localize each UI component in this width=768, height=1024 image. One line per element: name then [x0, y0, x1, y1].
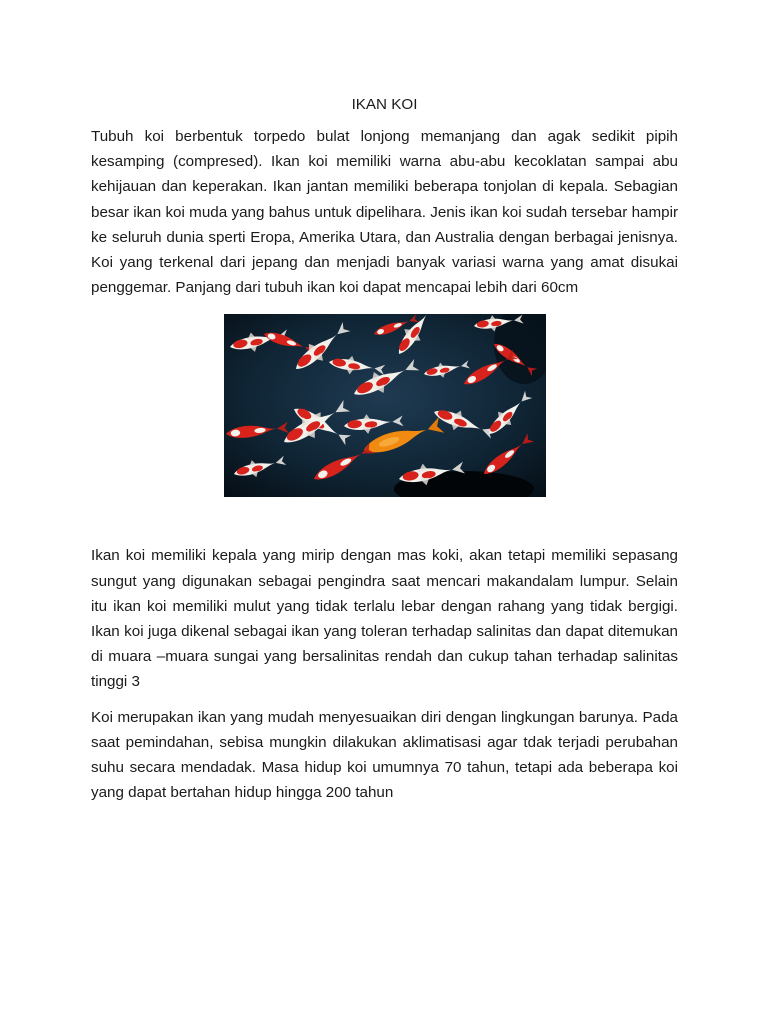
- document-page: [91, 94, 678, 805]
- paragraph-body-shape: Tubuh koi berbentuk torpedo bulat lonjong memanjang dan agak sedikit pipih kesamping (compresed). Ikan koi memiliki warna abu-abu kecoklatan sampai abu kehijauan dan keperakan. Ikan jantan memiliki beberapa tonjolan di kepala. Sebagian besar ikan koi muda yang bahus untuk dipelihara. Jenis ikan koi sudah tersebar hampir ke seluruh dunia sperti Eropa, Amerika Utara, dan Australia dengan berbagai jenisnya. Koi yang terkenal dari jepang dan menjadi banyak variasi warna yang amat disukai penggemar. Panjang dari tubuh ikan koi dapat mencapai lebih dari 60cm: [91, 128, 678, 297]
- paragraph-adaptation-lifespan: Koi merupakan ikan yang mudah menyesuaikan diri dengan lingkungan barunya. Pada saat pemindahan, sebisa mungkin dilakukan aklimatisasi agar tdak terjadi perubahan suhu secara mendadak. Masa hidup koi umumnya 70 tahun, tetapi ada beberapa koi yang dapat bertahan hidup hingga 200 tahun: [91, 708, 678, 802]
- paragraph-head-description: Ikan koi memiliki kepala yang mirip dengan mas koki, akan tetapi memiliki sepasang sungut yang digunakan sebagai pengindra saat mencari makandalam lumpur. Selain itu ikan koi memiliki mulut yang tidak terlalu lebar dengan rahang yang tidak bergigi. Ikan koi juga dikenal sebagai ikan yang toleran terhadap salinitas dan dapat ditemukan di muara –muara sungai yang bersalinitas rendah dan cukup tahan terhadap salinitas tinggi 3: [91, 547, 678, 691]
- document-title: IKAN KOI: [351, 96, 418, 113]
- koi-fish-photo: [224, 314, 546, 497]
- photo-container: [91, 314, 678, 497]
